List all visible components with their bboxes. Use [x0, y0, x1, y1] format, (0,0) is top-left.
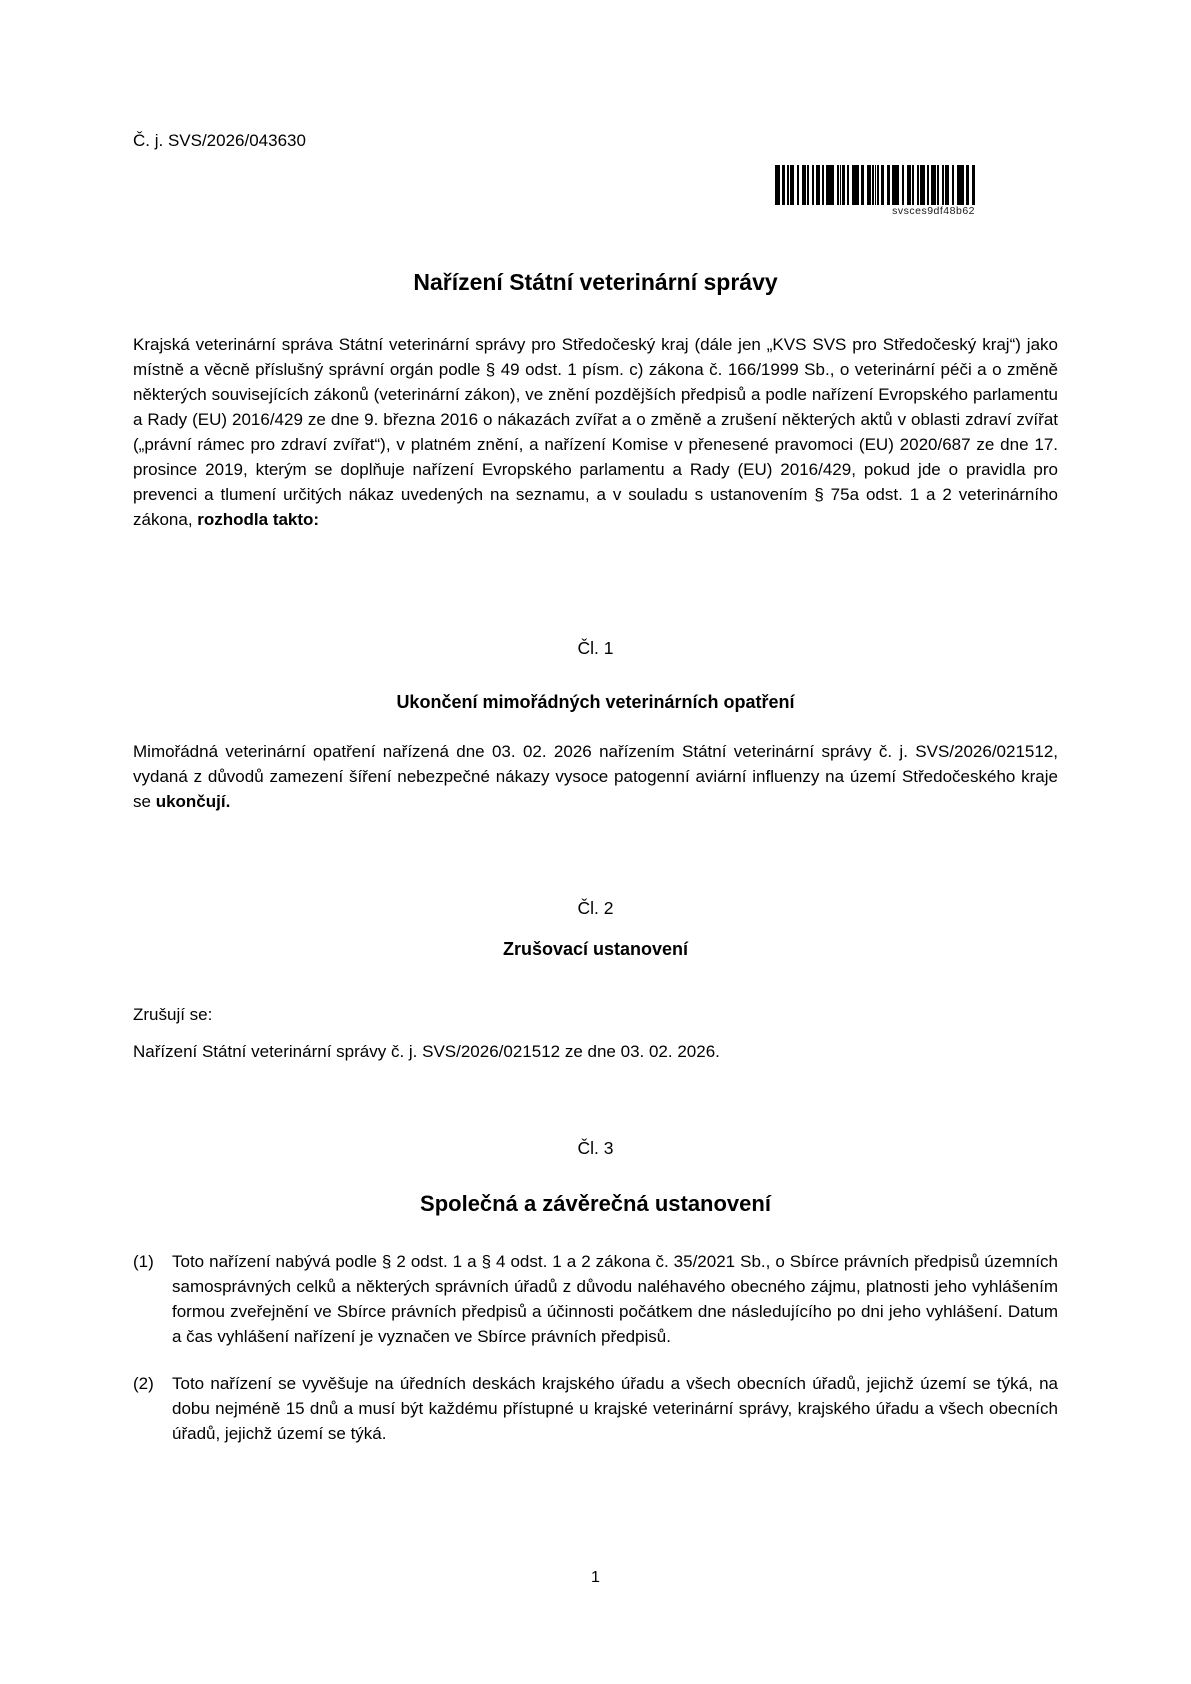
list-text-2: Toto nařízení se vyvěšuje na úředních deskách krajského úřadu a všech obecních úřadů, jejichž území se týká, na dobu nejméně 15 dnů a musí být každému přístupné u krajské veterinární správy, krajského úřadu a všech obecních úřadů, jejichž území se týká.: [172, 1374, 1058, 1443]
intro-paragraph: [133, 332, 1058, 532]
article-2-intro-line: Zrušují se:: [133, 1005, 213, 1024]
document-title: Nařízení Státní veterinární správy: [413, 269, 778, 295]
article-1-number: Čl. 1: [577, 638, 614, 658]
list-text-1: Toto nařízení nabývá podle § 2 odst. 1 a § 4 odst. 1 a 2 zákona č. 35/2021 Sb., o Sbírce právních předpisů územních samosprávných celků a některých správních úřadů z důvodu naléhavého obecného zájmu, platnosti jeho vyhlášením formou zveřejnění ve Sbírce právních předpisů a účinnosti počátkem dne následujícího po dni jeho vyhlášení. Datum a čas vyhlášení nařízení je vyznačen ve Sbírce právních předpisů.: [172, 1252, 1058, 1346]
list-marker-1: (1): [133, 1252, 154, 1271]
reference-number: Č. j. SVS/2026/043630: [133, 131, 306, 150]
barcode-icon: [775, 165, 975, 205]
article-1-text: Mimořádná veterinární opatření nařízená dne 03. 02. 2026 nařízením Státní veterinární správy č. j. SVS/2026/021512, vydaná z důvodů zamezení šíření nebezpečné nákazy vysoce patogenní aviární influenzy na území Středočeského kraje se: [133, 742, 1058, 811]
article-1-paragraph: [133, 739, 1058, 814]
intro-bold-text: rozhodla takto:: [197, 510, 320, 529]
article-2-heading: Zrušovací ustanovení: [502, 939, 689, 959]
barcode: [775, 165, 975, 218]
article-1-bold-text: ukončují.: [155, 792, 231, 811]
article-3-item-2: [133, 1371, 1058, 1446]
article-1-heading: Ukončení mimořádných veterinárních opatření: [396, 692, 795, 712]
article-2-line: Nařízení Státní veterinární správy č. j. SVS/2026/021512 ze dne 03. 02. 2026.: [133, 1042, 720, 1061]
barcode-caption: svsces9df48b62: [892, 205, 975, 217]
article-3-item-1: [133, 1249, 1058, 1349]
article-3-heading: Společná a závěrečná ustanovení: [420, 1191, 771, 1216]
intro-text: Krajská veterinární správa Státní veterinární správy pro Středočeský kraj (dále jen „KVS SVS pro Středočeský kraj“) jako místně a věcně příslušný správní orgán podle § 49 odst. 1 písm. c) zákona č. 166/1999 Sb., o veterinární péči a o změně některých souvisejících zákonů (veterinární zákon), ve znění pozdějších předpisů a podle nařízení Evropského parlamentu a Rady (EU) 2016/429 ze dne 9. března 2016 o nákazách zvířat a o změně a zrušení některých aktů v oblasti zdraví zvířat („právní rámec pro zdraví zvířat“), v platném znění, a nařízení Komise v přenesené pravomoci (EU) 2020/687 ze dne 17. prosince 2019, kterým se doplňuje nařízení Evropského parlamentu a Rady (EU) 2016/429, pokud jde o pravidla pro prevenci a tlumení určitých nákaz uvedených na seznamu, a v souladu s ustanovením § 75a odst. 1 a 2 veterinárního zákona,: [133, 335, 1058, 529]
list-marker-2: (2): [133, 1374, 154, 1393]
article-2-number: Čl. 2: [577, 898, 614, 918]
page-number: 1: [591, 1569, 600, 1586]
article-3-number: Čl. 3: [577, 1138, 614, 1158]
